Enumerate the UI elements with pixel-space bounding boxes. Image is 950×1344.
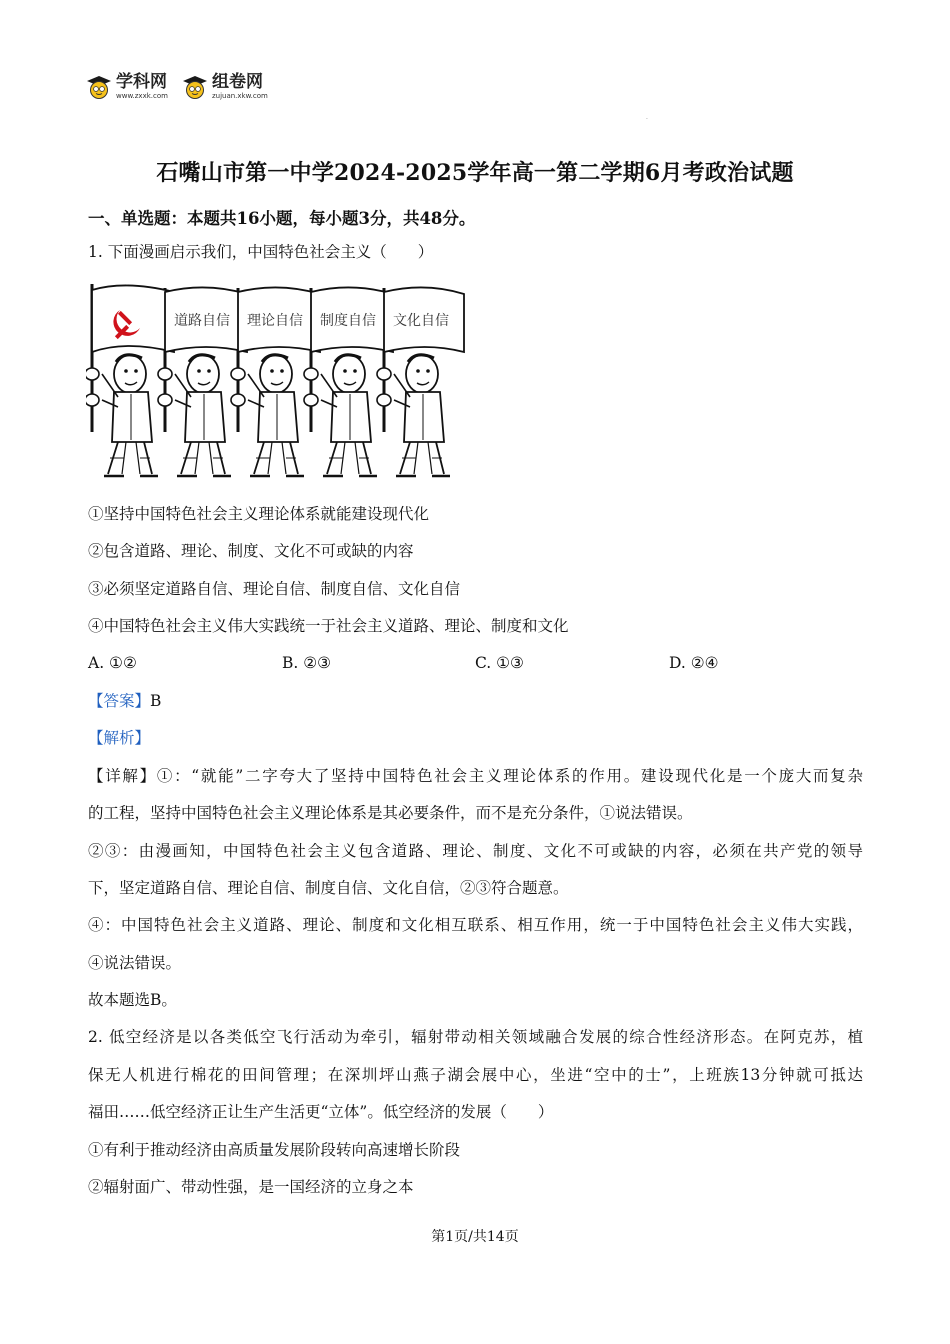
logo-url: zujuan.xkw.com [211,92,268,100]
marching-person [231,355,304,476]
answer-label: 【答案】 [88,692,151,710]
logo-name: 学科网 [116,72,167,92]
answer-value: B [150,692,162,710]
section-heading: 一、单选题：本题共16小题，每小题3分，共48分。 [88,209,476,228]
marching-person [377,355,450,476]
cartoon-illustration [86,282,466,484]
logo-name: 组卷网 [211,72,263,92]
page-footer: 第1页/共14页 [431,1229,519,1245]
q2-statement-1: ①有利于推动经济由高质量发展阶段转向高速增长阶段 [88,1141,461,1159]
q1-conclusion: 故本题选B。 [88,991,177,1009]
logo-zujuan[interactable] [182,74,268,100]
graduate-face-icon [182,74,208,100]
marching-person [304,355,377,476]
logo-url: www.zxxk.com [116,92,168,100]
q1-detail-line-3: ②③：由漫画知，中国特色社会主义包含道路、理论、制度、文化不可或缺的内容，必须在共产党的领导 [88,842,863,860]
detail-text: ①：“就能”二字夸大了坚持中国特色社会主义理论体系的作用。建设现代化是一个庞大而复杂 [156,767,863,785]
graduate-face-icon [86,74,112,100]
logo-xueke[interactable] [86,74,168,100]
flag-label: 理论自信 [247,313,303,329]
q2-stem-line-2: 保无人机进行棉花的田间管理；在深圳坪山燕子湖会展中心，坐进“空中的士”，上班族13分钟就可抵达 [88,1066,863,1084]
q1-detail-line-4: 下，坚定道路自信、理论自信、制度自信、文化自信，②③符合题意。 [88,879,569,897]
detail-label: 【详解】 [88,767,157,785]
page-title: 石嘴山市第一中学2024-2025学年高一第二学期6月考政治试题 [156,160,794,186]
q2-stem-line-1: 2. 低空经济是以各类低空飞行活动为牵引，辐射带动相关领域融合发展的综合性经济形态。在阿克苏，植 [88,1028,863,1046]
flag-label: 制度自信 [320,313,376,329]
marching-person [158,355,231,476]
q1-detail-line-1 [88,766,863,786]
party-flag [92,285,174,352]
header-logos [86,70,268,104]
decorative-dot: · [646,116,648,123]
q1-statement-3: ③必须坚定道路自信、理论自信、制度自信、文化自信 [88,580,461,598]
flag-label: 文化自信 [393,313,449,329]
q1-option-c[interactable]: C. ①③ [475,654,524,672]
q2-statement-2: ②辐射面广、带动性强，是一国经济的立身之本 [88,1178,414,1196]
q1-option-d[interactable]: D. ②④ [669,654,719,672]
q1-answer [88,691,161,711]
q1-statement-4: ④中国特色社会主义伟大实践统一于社会主义道路、理论、制度和文化 [88,617,569,635]
flag-label: 道路自信 [174,313,230,329]
q1-detail-line-6: ④说法错误。 [88,954,182,972]
q1-statement-1: ①坚持中国特色社会主义理论体系就能建设现代化 [88,505,430,523]
q1-statement-2: ②包含道路、理论、制度、文化不可或缺的内容 [88,542,414,560]
q1-option-a[interactable]: A. ①② [88,654,137,672]
q1-detail-line-5: ④：中国特色社会主义道路、理论、制度和文化相互联系、相互作用，统一于中国特色社会主义伟大实践， [88,916,863,934]
marching-person [86,355,158,476]
q1-stem: 1. 下面漫画启示我们，中国特色社会主义（ ） [88,243,434,261]
analysis-label: 【解析】 [88,729,151,747]
q1-option-b[interactable]: B. ②③ [282,654,332,672]
q2-stem-line-3: 福田……低空经济正让生产生活更“立体”。低空经济的发展（ ） [88,1103,554,1121]
q1-detail-line-2: 的工程，坚持中国特色社会主义理论体系是其必要条件，而不是充分条件，①说法错误。 [88,804,693,822]
